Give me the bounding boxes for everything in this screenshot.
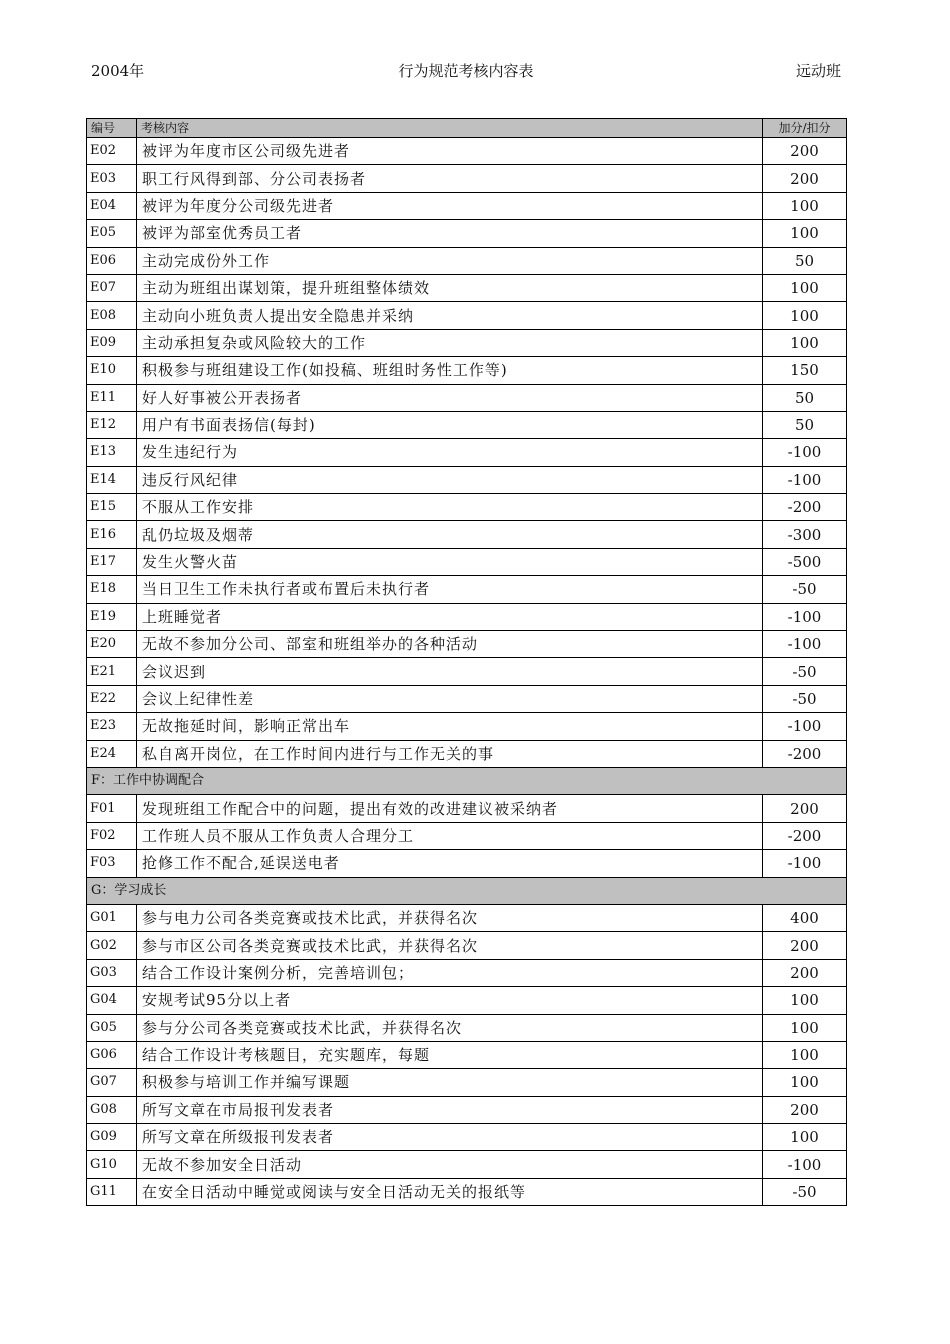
- row-score: -200: [763, 740, 847, 767]
- row-code: G10: [87, 1151, 137, 1178]
- table-row: [87, 220, 847, 247]
- table-row: [87, 576, 847, 603]
- row-score: -100: [763, 850, 847, 877]
- table-row: [87, 631, 847, 658]
- row-content: 私自离开岗位，在工作时间内进行与工作无关的事: [137, 740, 763, 767]
- row-content: 结合工作设计考核题目，充实题库，每题: [137, 1041, 763, 1068]
- table-row: [87, 1096, 847, 1123]
- row-content: 好人好事被公开表扬者: [137, 384, 763, 411]
- table-row: [87, 1069, 847, 1096]
- table-row: [87, 1014, 847, 1041]
- row-score: -100: [763, 466, 847, 493]
- table-row: [87, 302, 847, 329]
- row-code: F03: [87, 850, 137, 877]
- row-content: 无故拖延时间，影响正常出车: [137, 713, 763, 740]
- row-code: E07: [87, 274, 137, 301]
- row-score: 100: [763, 220, 847, 247]
- row-code: E16: [87, 521, 137, 548]
- row-score: -500: [763, 548, 847, 575]
- table-row: [87, 192, 847, 219]
- row-content: 上班睡觉者: [137, 603, 763, 630]
- header-team: 远动班: [795, 62, 841, 80]
- row-code: E22: [87, 685, 137, 712]
- row-content: 被评为年度市区公司级先进者: [137, 138, 763, 165]
- page-header: [91, 60, 841, 84]
- header-year: 2004年: [91, 62, 145, 80]
- table-row: [87, 329, 847, 356]
- row-code: G02: [87, 932, 137, 959]
- section-label: F：工作中协调配合: [87, 767, 847, 794]
- row-content: 被评为年度分公司级先进者: [137, 192, 763, 219]
- section-row: [87, 767, 847, 794]
- row-content: 结合工作设计案例分析，完善培训包；: [137, 959, 763, 986]
- row-score: 100: [763, 1124, 847, 1151]
- row-code: F02: [87, 822, 137, 849]
- row-code: E10: [87, 357, 137, 384]
- table-row: [87, 822, 847, 849]
- row-code: E14: [87, 466, 137, 493]
- row-content: 所写文章在市局报刊发表者: [137, 1096, 763, 1123]
- row-score: 50: [763, 384, 847, 411]
- row-score: 50: [763, 247, 847, 274]
- section-row: [87, 877, 847, 904]
- table-row: [87, 713, 847, 740]
- row-score: 200: [763, 165, 847, 192]
- table-row: [87, 138, 847, 165]
- row-score: 50: [763, 411, 847, 438]
- row-score: -200: [763, 822, 847, 849]
- row-code: E21: [87, 658, 137, 685]
- header-code: 编号: [87, 119, 137, 138]
- table-row: [87, 850, 847, 877]
- row-code: E24: [87, 740, 137, 767]
- row-score: 200: [763, 932, 847, 959]
- row-score: 100: [763, 274, 847, 301]
- row-score: 100: [763, 1014, 847, 1041]
- row-code: E13: [87, 439, 137, 466]
- row-content: 被评为部室优秀员工者: [137, 220, 763, 247]
- table-row: [87, 795, 847, 822]
- row-content: 积极参与班组建设工作(如投稿、班组时务性工作等): [137, 357, 763, 384]
- row-code: E23: [87, 713, 137, 740]
- page-title: 行为规范考核内容表: [398, 62, 534, 80]
- row-content: 工作班人员不服从工作负责人合理分工: [137, 822, 763, 849]
- row-code: E19: [87, 603, 137, 630]
- row-code: G06: [87, 1041, 137, 1068]
- row-content: 职工行风得到部、分公司表扬者: [137, 165, 763, 192]
- table-row: [87, 740, 847, 767]
- row-code: E12: [87, 411, 137, 438]
- row-code: E11: [87, 384, 137, 411]
- row-code: G11: [87, 1178, 137, 1205]
- row-content: 主动为班组出谋划策，提升班组整体绩效: [137, 274, 763, 301]
- row-score: -100: [763, 439, 847, 466]
- table-row: [87, 1041, 847, 1068]
- row-code: E03: [87, 165, 137, 192]
- row-score: -100: [763, 1151, 847, 1178]
- table-row: [87, 685, 847, 712]
- row-score: -50: [763, 658, 847, 685]
- row-content: 当日卫生工作未执行者或布置后未执行者: [137, 576, 763, 603]
- row-content: 发生火警火苗: [137, 548, 763, 575]
- table-header-row: [87, 119, 847, 138]
- row-score: 150: [763, 357, 847, 384]
- row-code: E17: [87, 548, 137, 575]
- row-score: -50: [763, 576, 847, 603]
- row-score: 200: [763, 959, 847, 986]
- row-content: 发生违纪行为: [137, 439, 763, 466]
- table-row: [87, 1151, 847, 1178]
- row-code: E04: [87, 192, 137, 219]
- table-row: [87, 165, 847, 192]
- row-score: -100: [763, 631, 847, 658]
- row-score: -50: [763, 1178, 847, 1205]
- row-content: 无故不参加安全日活动: [137, 1151, 763, 1178]
- table-row: [87, 987, 847, 1014]
- table-row: [87, 384, 847, 411]
- row-code: E20: [87, 631, 137, 658]
- row-code: E09: [87, 329, 137, 356]
- row-code: E15: [87, 494, 137, 521]
- table-row: [87, 411, 847, 438]
- row-code: G09: [87, 1124, 137, 1151]
- table-row: [87, 932, 847, 959]
- table-row: [87, 658, 847, 685]
- table-row: [87, 904, 847, 931]
- row-score: 100: [763, 329, 847, 356]
- table-row: [87, 548, 847, 575]
- table-row: [87, 521, 847, 548]
- assessment-table: [86, 118, 847, 1206]
- row-content: 所写文章在所级报刊发表者: [137, 1124, 763, 1151]
- table-row: [87, 959, 847, 986]
- row-score: -200: [763, 494, 847, 521]
- row-content: 参与分公司各类竞赛或技术比武，并获得名次: [137, 1014, 763, 1041]
- row-score: 100: [763, 302, 847, 329]
- row-content: 无故不参加分公司、部室和班组举办的各种活动: [137, 631, 763, 658]
- row-content: 会议上纪律性差: [137, 685, 763, 712]
- table-row: [87, 439, 847, 466]
- row-code: E05: [87, 220, 137, 247]
- row-score: 200: [763, 138, 847, 165]
- section-label: G：学习成长: [87, 877, 847, 904]
- row-score: -100: [763, 713, 847, 740]
- row-content: 不服从工作安排: [137, 494, 763, 521]
- row-score: 100: [763, 987, 847, 1014]
- row-content: 参与市区公司各类竞赛或技术比武，并获得名次: [137, 932, 763, 959]
- table-row: [87, 1178, 847, 1205]
- row-score: -50: [763, 685, 847, 712]
- table-row: [87, 1124, 847, 1151]
- row-score: 100: [763, 1041, 847, 1068]
- row-code: G04: [87, 987, 137, 1014]
- row-code: G01: [87, 904, 137, 931]
- row-code: G08: [87, 1096, 137, 1123]
- row-content: 主动完成份外工作: [137, 247, 763, 274]
- row-content: 发现班组工作配合中的问题，提出有效的改进建议被采纳者: [137, 795, 763, 822]
- row-code: E06: [87, 247, 137, 274]
- row-content: 乱仍垃圾及烟蒂: [137, 521, 763, 548]
- row-content: 用户有书面表扬信(每封): [137, 411, 763, 438]
- table-row: [87, 247, 847, 274]
- table-row: [87, 494, 847, 521]
- row-code: E18: [87, 576, 137, 603]
- row-content: 抢修工作不配合,延误送电者: [137, 850, 763, 877]
- row-code: E02: [87, 138, 137, 165]
- table-row: [87, 274, 847, 301]
- row-content: 违反行风纪律: [137, 466, 763, 493]
- row-score: 400: [763, 904, 847, 931]
- header-score: 加分/扣分: [763, 119, 847, 138]
- row-content: 主动承担复杂或风险较大的工作: [137, 329, 763, 356]
- row-content: 安规考试95分以上者: [137, 987, 763, 1014]
- row-score: -300: [763, 521, 847, 548]
- row-content: 主动向小班负责人提出安全隐患并采纳: [137, 302, 763, 329]
- row-score: 200: [763, 795, 847, 822]
- row-code: E08: [87, 302, 137, 329]
- row-content: 会议迟到: [137, 658, 763, 685]
- row-score: 100: [763, 192, 847, 219]
- table-row: [87, 466, 847, 493]
- row-code: F01: [87, 795, 137, 822]
- header-content: 考核内容: [137, 119, 763, 138]
- table-row: [87, 603, 847, 630]
- row-score: 100: [763, 1069, 847, 1096]
- row-content: 参与电力公司各类竞赛或技术比武，并获得名次: [137, 904, 763, 931]
- table-row: [87, 357, 847, 384]
- row-content: 在安全日活动中睡觉或阅读与安全日活动无关的报纸等: [137, 1178, 763, 1205]
- row-score: -100: [763, 603, 847, 630]
- row-code: G07: [87, 1069, 137, 1096]
- row-content: 积极参与培训工作并编写课题: [137, 1069, 763, 1096]
- row-code: G03: [87, 959, 137, 986]
- row-code: G05: [87, 1014, 137, 1041]
- row-score: 200: [763, 1096, 847, 1123]
